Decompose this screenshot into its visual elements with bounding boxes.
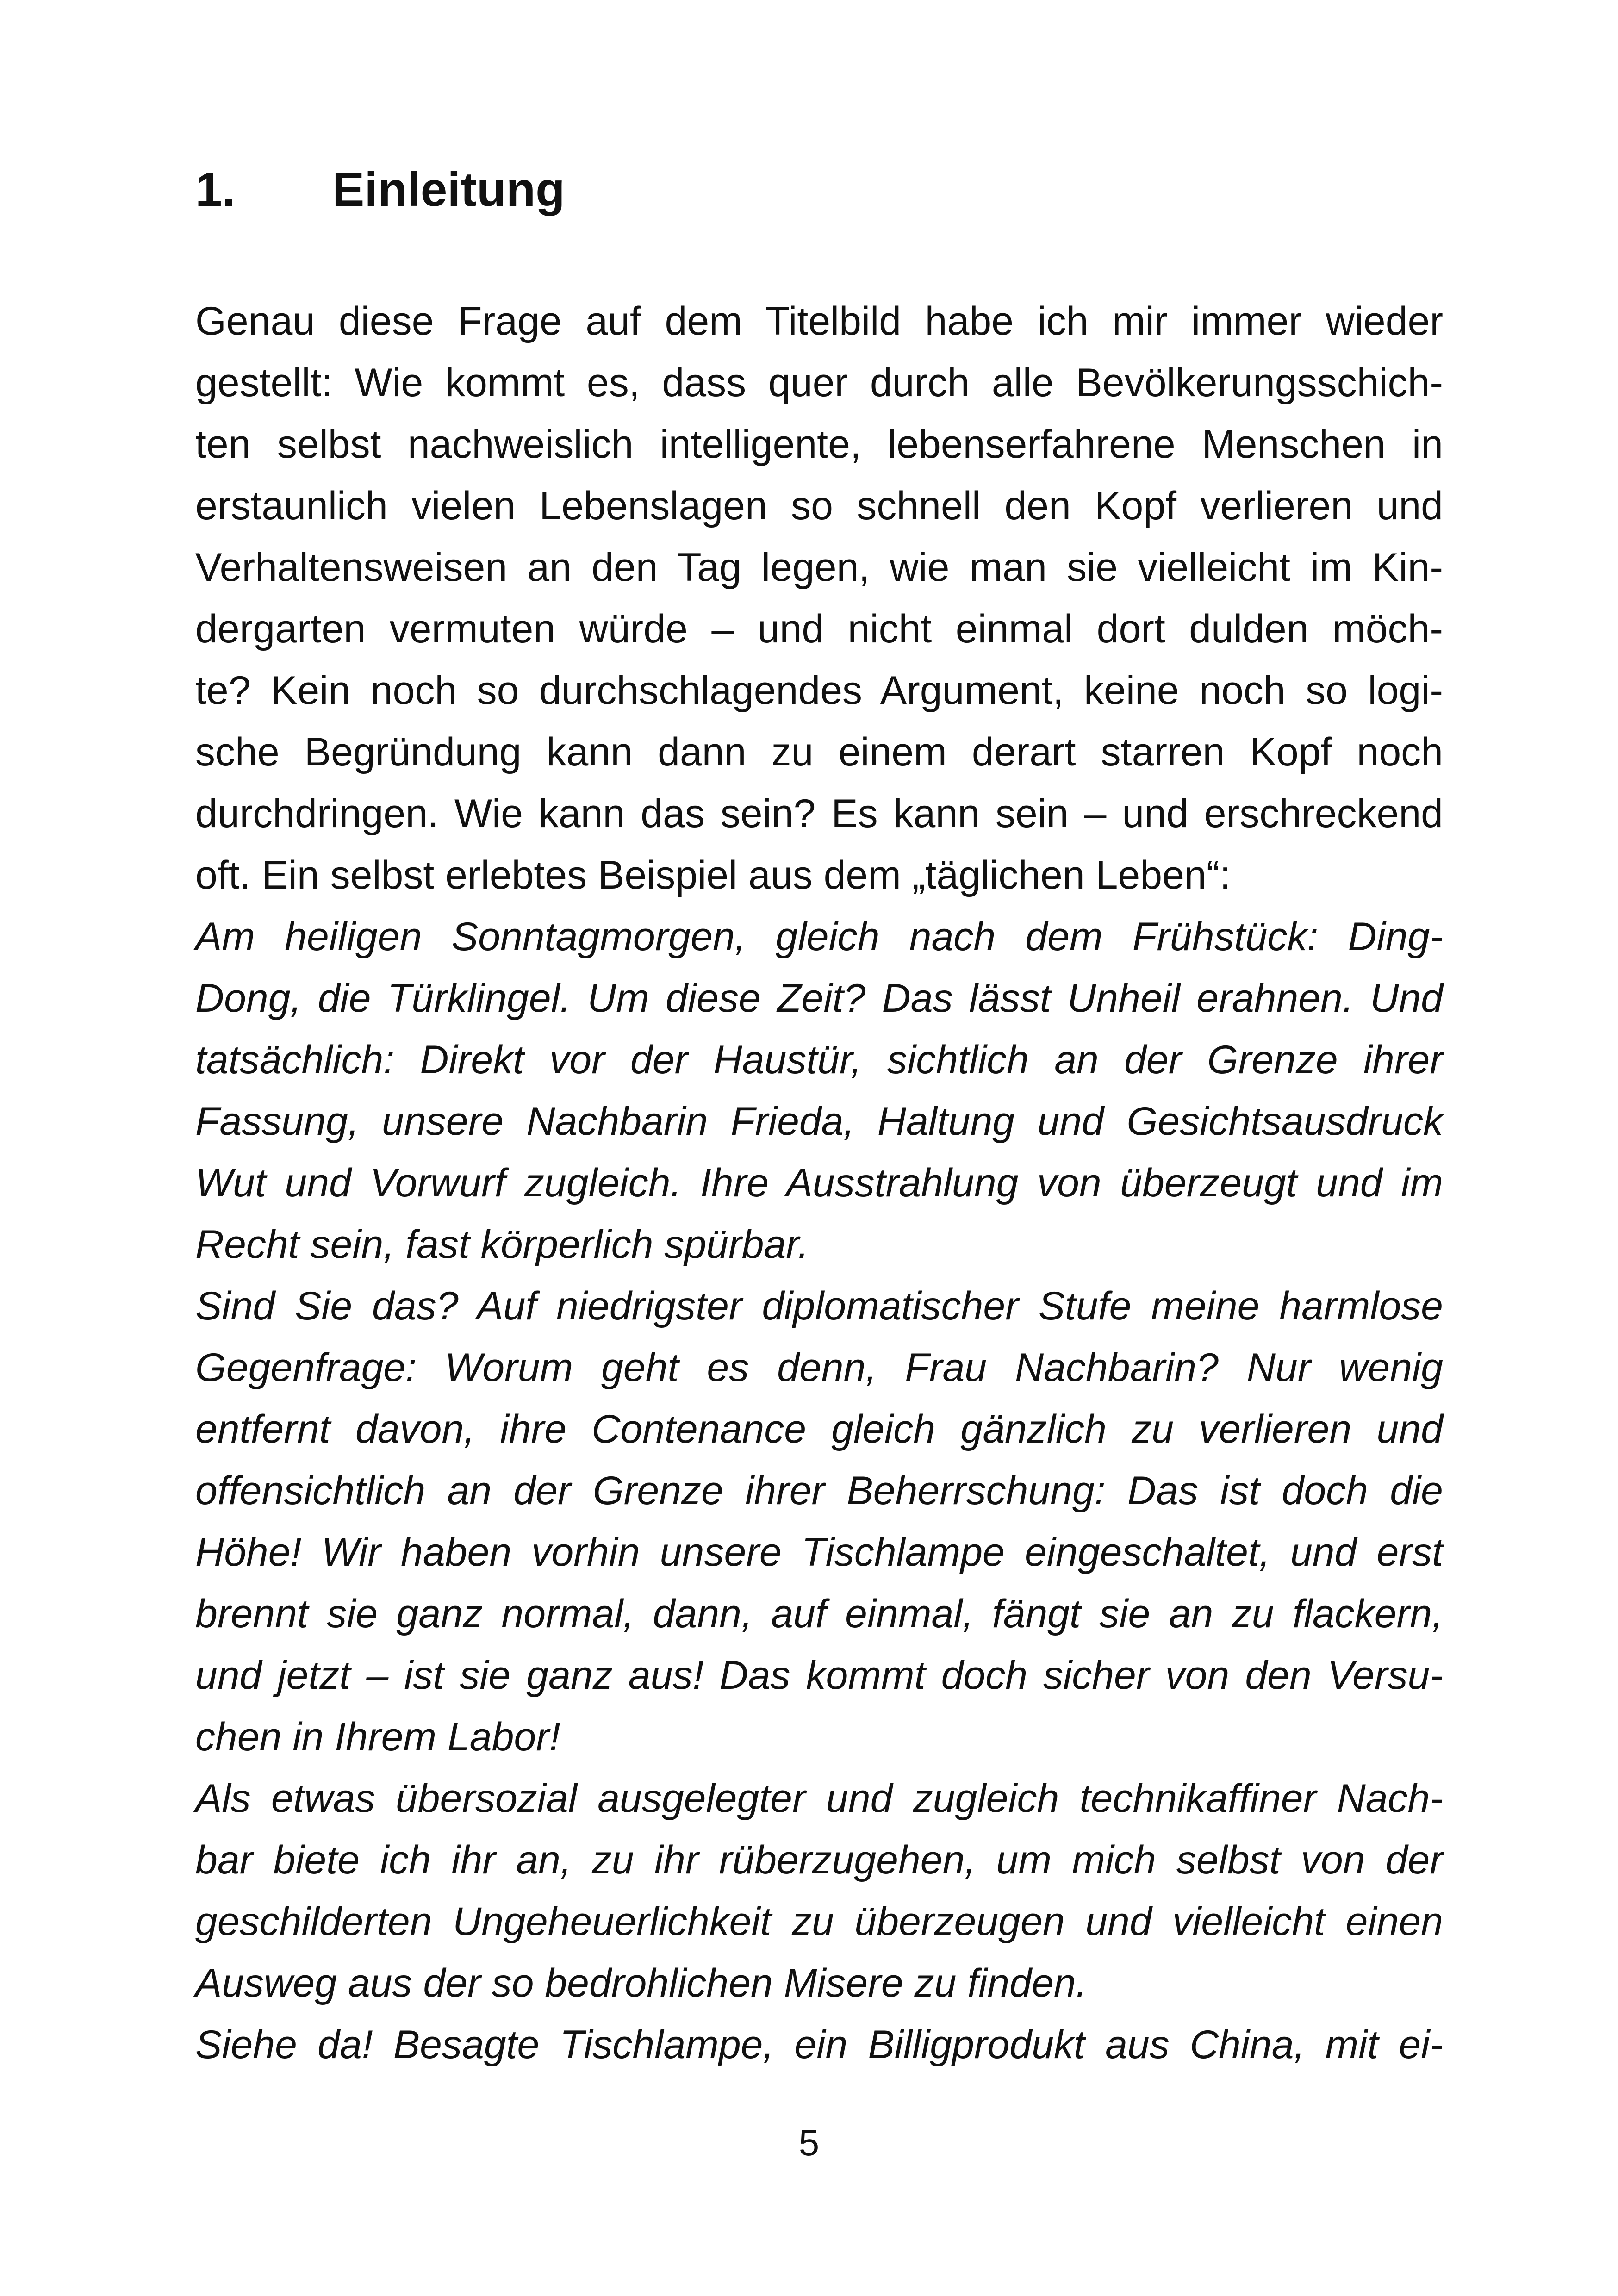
text-line: Ausweg aus der so bedrohlichen Misere zu finden. — [195, 1961, 1087, 2005]
text-line: Genau diese Frage auf dem Titelbild habe ich mir immer wieder — [195, 299, 1443, 343]
text-line: gestellt: Wie kommt es, dass quer durch alle Bevölkerungsschich- — [195, 361, 1443, 405]
text-line: sche Begründung kann dann zu einem derart starren Kopf noch — [195, 730, 1443, 774]
text-line: Sind Sie das? Auf niedrigster diplomatischer Stufe meine harmlose — [195, 1284, 1443, 1328]
text-line: Gegenfrage: Worum geht es denn, Frau Nachbarin? Nur wenig — [195, 1345, 1443, 1390]
text-line: Recht sein, fast körperlich spürbar. — [195, 1222, 809, 1267]
text-line: und jetzt – ist sie ganz aus! Das kommt doch sicher von den Versu- — [195, 1653, 1443, 1698]
chapter-number: 1. — [195, 163, 236, 217]
text-line: geschilderten Ungeheuerlichkeit zu überzeugen und vielleicht einen — [195, 1899, 1443, 1944]
text-line: Verhaltensweisen an den Tag legen, wie man sie vielleicht im Kin- — [195, 545, 1443, 590]
text-line: oft. Ein selbst erlebtes Beispiel aus dem „täglichen Leben“: — [195, 853, 1231, 897]
text-line: offensichtlich an der Grenze ihrer Beherrschung: Das ist doch die — [195, 1468, 1443, 1513]
text-line: entfernt davon, ihre Contenance gleich gänzlich zu verlieren und — [195, 1407, 1443, 1451]
chapter-heading — [195, 157, 565, 222]
text-line: Als etwas übersozial ausgelegter und zugleich technikaffiner Nach- — [195, 1776, 1443, 1821]
text-line: dergarten vermuten würde – und nicht einmal dort dulden möch- — [195, 607, 1443, 651]
page-number: 5 — [798, 2122, 820, 2163]
chapter-title: Einleitung — [332, 163, 565, 217]
text-line: tatsächlich: Direkt vor der Haustür, sichtlich an der Grenze ihrer — [195, 1038, 1443, 1082]
text-line: Siehe da! Besagte Tischlampe, ein Billigprodukt aus China, mit ei- — [195, 2022, 1443, 2067]
text-line: Dong, die Türklingel. Um diese Zeit? Das lässt Unheil erahnen. Und — [195, 976, 1443, 1020]
text-line: Wut und Vorwurf zugleich. Ihre Ausstrahlung von überzeugt und im — [195, 1161, 1443, 1205]
text-line: bar biete ich ihr an, zu ihr rüberzugehen, um mich selbst von der — [195, 1838, 1443, 1882]
text-line: ten selbst nachweislich intelligente, lebenserfahrene Menschen in — [195, 422, 1443, 467]
text-line: erstaunlich vielen Lebenslagen so schnell den Kopf verlieren und — [195, 484, 1443, 528]
text-line: durchdringen. Wie kann das sein? Es kann sein – und erschreckend — [195, 791, 1443, 836]
body-text — [195, 291, 1443, 2076]
text-line: brennt sie ganz normal, dann, auf einmal, fängt sie an zu flackern, — [195, 1592, 1443, 1636]
text-line: Am heiligen Sonntagmorgen, gleich nach dem Frühstück: Ding- — [195, 915, 1443, 959]
text-line: te? Kein noch so durchschlagendes Argument, keine noch so logi- — [195, 668, 1443, 713]
text-line: Höhe! Wir haben vorhin unsere Tischlampe eingeschaltet, und erst — [195, 1530, 1443, 1574]
text-line: chen in Ihrem Labor! — [195, 1715, 560, 1759]
text-line: Fassung, unsere Nachbarin Frieda, Haltung und Gesichtsausdruck — [195, 1099, 1443, 1144]
